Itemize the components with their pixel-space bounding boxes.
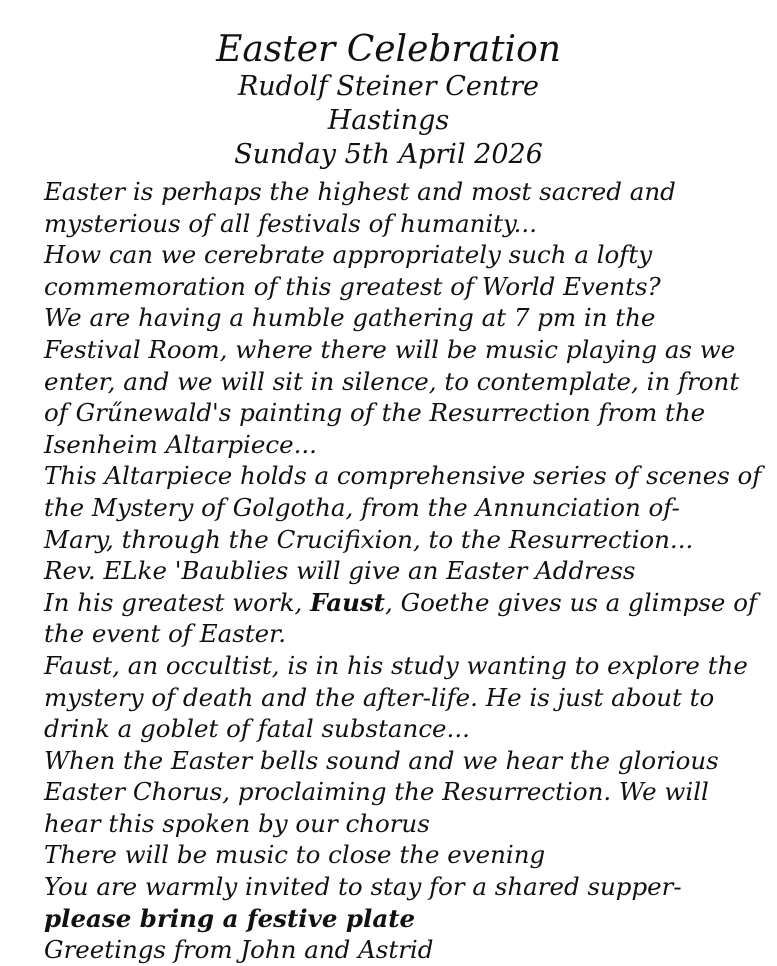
festive-plate-note: please bring a festive plate — [44, 903, 416, 933]
body-line: the Mystery of Golgotha, from the Annunciation of- — [44, 492, 680, 522]
body-line: enter, and we will sit in silence, to contemplate, in front — [44, 366, 740, 396]
body-line: drink a goblet of fatal substance... — [44, 714, 470, 744]
body-text-fragment: , Goethe gives us a glimpse of — [385, 587, 758, 617]
event-date: Sunday 5th April 2026 — [234, 139, 543, 170]
town-name: Hastings — [327, 105, 450, 136]
body-line: This Altarpiece holds a comprehensive series of scenes of — [44, 461, 762, 491]
body-line: Festival Room, where there will be music playing as we — [44, 334, 736, 364]
venue-name: Rudolf Steiner Centre — [237, 71, 540, 102]
body-text-fragment: In his greatest work, — [44, 587, 311, 617]
body-line: There will be music to close the evening — [44, 840, 546, 870]
document-title: Easter Celebration — [216, 29, 561, 70]
body-text — [44, 176, 764, 966]
body-line: mysterious of all festivals of humanity... — [44, 208, 537, 238]
header-block — [0, 30, 777, 172]
body-line: Easter Chorus, proclaiming the Resurrection. We will — [44, 777, 709, 807]
body-line: You are warmly invited to stay for a shared supper- — [44, 872, 682, 902]
body-line: Isenheim Altarpiece... — [44, 429, 317, 459]
body-line-faust — [44, 587, 764, 619]
body-line: We are having a humble gathering at 7 pm in the — [44, 303, 656, 333]
body-line: How can we cerebrate appropriately such a lofty — [44, 240, 653, 270]
body-line: of Grűnewald's painting of the Resurrection from the — [44, 398, 706, 428]
body-line: mystery of death and the after-life. He is just about to — [44, 682, 715, 712]
body-line: When the Easter bells sound and we hear the glorious — [44, 745, 719, 775]
body-line: Easter is perhaps the highest and most sacred and — [44, 177, 676, 206]
body-line: Faust, an occultist, is in his study wanting to explore the — [44, 650, 748, 680]
body-line: hear this spoken by our chorus — [44, 808, 430, 838]
body-line: the event of Easter. — [44, 619, 286, 649]
body-line: Mary, through the Crucifixion, to the Resurrection... — [44, 524, 694, 554]
faust-emphasis: Faust — [310, 587, 385, 617]
greetings-line: Greetings from John and Astrid — [44, 935, 434, 965]
body-line: Rev. ELke 'Baublies will give an Easter Address — [44, 556, 636, 586]
body-line: commemoration of this greatest of World Events? — [44, 271, 661, 301]
